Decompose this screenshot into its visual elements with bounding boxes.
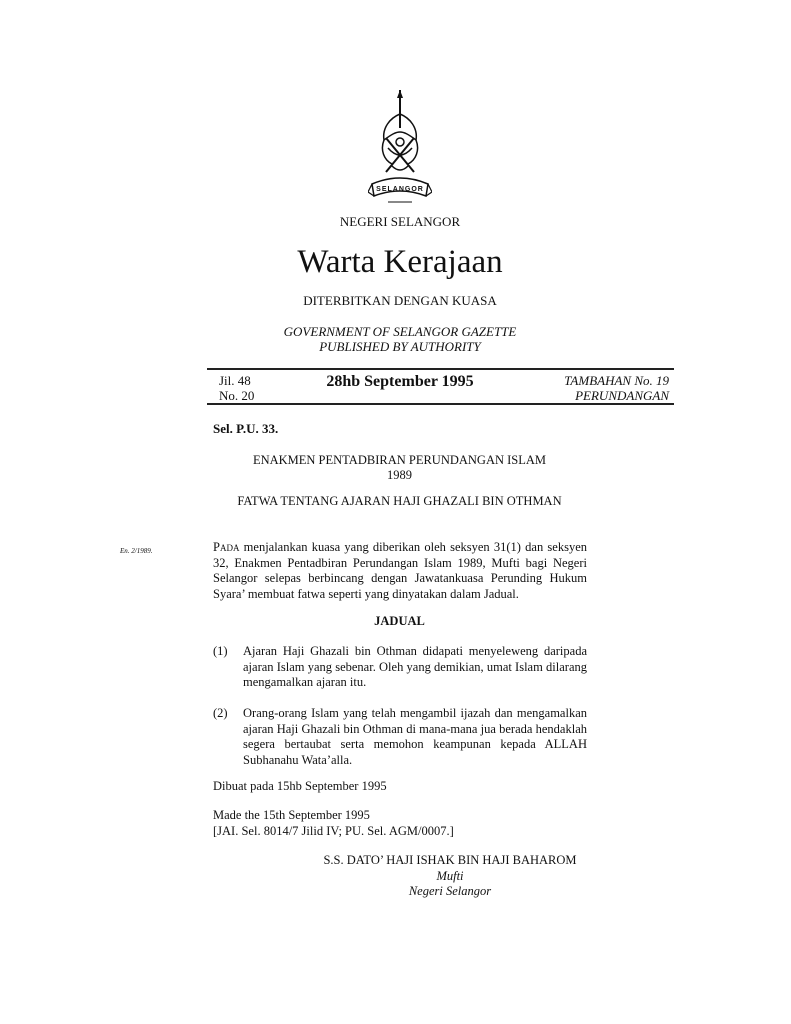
date-made-english-block — [213, 808, 454, 839]
preamble-first-word: Pada — [213, 540, 240, 554]
file-reference: [JAI. Sel. 8014/7 Jilid IV; PU. Sel. AGM/0007.] — [213, 823, 454, 838]
notification-reference: Sel. P.U. 33. — [213, 421, 279, 436]
selangor-crest-icon — [368, 88, 432, 212]
header-rule-top — [207, 368, 674, 370]
state-name: NEGERI SELANGOR — [339, 214, 461, 229]
enactment-year: 1989 — [387, 468, 412, 482]
signatory-name: S.S. DATO’ HAJI ISHAK BIN HAJI BAHAROM — [323, 853, 577, 867]
authority-line: DITERBITKAN DENGAN KUASA — [303, 293, 497, 308]
volume-info — [219, 373, 254, 403]
signatory-state: Negeri Selangor — [408, 884, 492, 898]
margin-note: En. 2/1989. — [120, 547, 153, 555]
enactment-title — [213, 453, 586, 483]
supplement-info — [564, 373, 669, 403]
signature-block — [300, 853, 600, 900]
volume-number: Jil. 48 — [219, 373, 251, 388]
header-rule-bottom — [207, 403, 674, 405]
enactment-title-line1: ENAKMEN PENTADBIRAN PERUNDANGAN ISLAM — [252, 453, 547, 467]
issue-date: 28hb September 1995 — [326, 373, 474, 390]
date-made-english: Made the 15th September 1995 — [213, 808, 370, 822]
schedule-item-number: (1) — [213, 644, 228, 658]
schedule-item-number: (2) — [213, 706, 228, 720]
english-subtitle-line2: PUBLISHED BY AUTHORITY — [319, 339, 481, 354]
svg-text:SELANGOR: SELANGOR — [376, 186, 424, 193]
issue-number: No. 20 — [219, 388, 255, 403]
english-subtitle — [150, 324, 650, 354]
supplement-number: TAMBAHAN No. 19 — [564, 373, 669, 388]
schedule-item-text: Orang-orang Islam yang telah mengambil ijazah dan mengamalkan ajaran Haji Ghazali bin Othman di mana-mana jua berada hendaklah segera bertaubat serta memohon keampunan kepada ALLAH Subhanahu Wata’alla. — [243, 706, 587, 767]
schedule-item-text: Ajaran Haji Ghazali bin Othman didapati menyeleweng daripada ajaran Islam yang sebenar. Oleh yang demikian, umat Islam dilarang mengamalkan ajaran itu. — [243, 644, 587, 689]
preamble-paragraph — [213, 540, 587, 602]
schedule-heading: JADUAL — [374, 614, 425, 628]
fatwa-title: FATWA TENTANG AJARAN HAJI GHAZALI BIN OTHMAN — [237, 494, 562, 508]
english-subtitle-line1: GOVERNMENT OF SELANGOR GAZETTE — [283, 324, 517, 339]
signatory-title: Mufti — [436, 868, 464, 883]
gazette-title: Warta Kerajaan — [297, 244, 503, 280]
date-made-malay: Dibuat pada 15hb September 1995 — [213, 779, 387, 793]
supplement-type: PERUNDANGAN — [575, 388, 669, 403]
preamble-text: menjalankan kuasa yang diberikan oleh seksyen 31(1) dan seksyen 32, Enakmen Pentadbiran Perundangan Islam 1989, Mufti bagi Negeri Selangor selepas berbincang dengan Jawatankuasa Perunding Hukum Syara’ membuat fatwa seperti yang dinyatakan dalam Jadual. — [213, 540, 587, 601]
